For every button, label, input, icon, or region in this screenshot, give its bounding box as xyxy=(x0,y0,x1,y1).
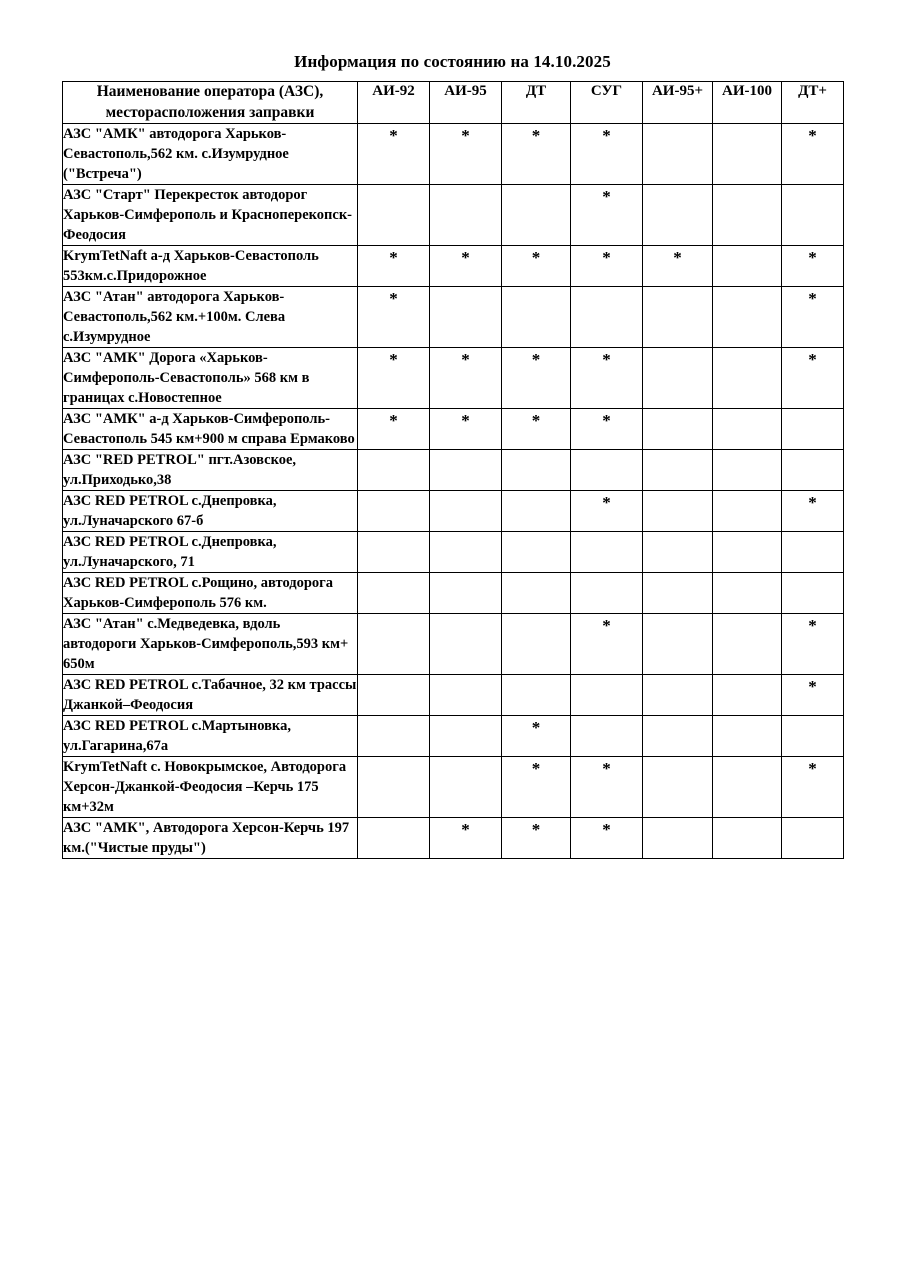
fuel-availability-cell xyxy=(502,287,571,348)
fuel-availability-cell xyxy=(502,491,571,532)
fuel-availability-cell xyxy=(571,573,643,614)
table-row xyxy=(63,716,844,757)
fuel-availability-cell xyxy=(782,287,844,348)
fuel-availability-cell xyxy=(782,818,844,859)
availability-mark: * xyxy=(531,718,541,738)
fuel-availability-cell xyxy=(571,246,643,287)
table-header xyxy=(63,82,844,124)
fuel-availability-cell xyxy=(782,573,844,614)
fuel-availability-cell xyxy=(502,450,571,491)
fuel-availability-cell xyxy=(643,185,713,246)
station-name-cell: АЗС RED PETROL с.Днепровка, ул.Луначарского, 71 xyxy=(63,532,358,573)
fuel-availability-cell xyxy=(358,246,430,287)
fuel-availability-cell xyxy=(502,409,571,450)
fuel-availability-cell xyxy=(643,675,713,716)
availability-mark: * xyxy=(461,411,470,431)
availability-mark: * xyxy=(389,411,398,431)
fuel-availability-cell xyxy=(430,614,502,675)
column-header-fuel-4: АИ-95+ xyxy=(643,82,713,124)
fuel-availability-cell xyxy=(430,348,502,409)
fuel-availability-cell xyxy=(713,573,782,614)
availability-mark: * xyxy=(602,759,611,779)
fuel-availability-cell xyxy=(358,818,430,859)
table-row xyxy=(63,348,844,409)
fuel-availability-cell xyxy=(713,246,782,287)
station-name-cell: АЗС "RED PETROL" пгт.Азовское, ул.Приходько,38 xyxy=(63,450,358,491)
table-row xyxy=(63,757,844,818)
fuel-availability-cell xyxy=(571,818,643,859)
station-name-cell: KrymTetNaft с. Новокрымское, Автодорога Херсон-Джанкой-Феодосия –Керчь 175 км+32м xyxy=(63,757,358,818)
fuel-availability-cell xyxy=(571,491,643,532)
fuel-availability-cell xyxy=(782,124,844,185)
station-name-cell: АЗС "Атан" автодорога Харьков-Севастополь,562 км.+100м. Слева с.Изумрудное xyxy=(63,287,358,348)
availability-mark: * xyxy=(531,126,541,146)
column-header-name: Наименование оператора (АЗС), месторасположения заправки xyxy=(63,82,358,124)
fuel-availability-cell xyxy=(713,348,782,409)
availability-mark: * xyxy=(808,616,817,636)
availability-mark: * xyxy=(602,820,611,840)
availability-mark: * xyxy=(602,187,611,207)
table-row xyxy=(63,124,844,185)
availability-mark: * xyxy=(461,126,470,146)
fuel-availability-cell xyxy=(502,757,571,818)
availability-mark: * xyxy=(602,493,611,513)
fuel-availability-cell xyxy=(358,409,430,450)
fuel-availability-cell xyxy=(782,348,844,409)
fuel-availability-cell xyxy=(502,532,571,573)
availability-mark: * xyxy=(531,411,541,431)
column-header-fuel-5: АИ-100 xyxy=(713,82,782,124)
availability-mark: * xyxy=(808,493,817,513)
fuel-availability-cell xyxy=(713,409,782,450)
table-row xyxy=(63,818,844,859)
fuel-availability-cell xyxy=(430,124,502,185)
fuel-availability-cell xyxy=(571,614,643,675)
table-row xyxy=(63,246,844,287)
availability-mark: * xyxy=(531,248,541,268)
table-body xyxy=(63,124,844,859)
availability-mark: * xyxy=(389,248,398,268)
fuel-availability-cell xyxy=(782,409,844,450)
column-header-fuel-1: АИ-95 xyxy=(430,82,502,124)
table-row xyxy=(63,491,844,532)
fuel-availability-cell xyxy=(358,614,430,675)
fuel-availability-cell xyxy=(713,757,782,818)
fuel-availability-cell xyxy=(430,185,502,246)
station-name-cell: АЗС RED PETROL с.Днепровка, ул.Луначарского 67-б xyxy=(63,491,358,532)
fuel-availability-cell xyxy=(430,675,502,716)
fuel-availability-cell xyxy=(358,573,430,614)
fuel-availability-cell xyxy=(358,450,430,491)
fuel-availability-cell xyxy=(782,450,844,491)
table-row xyxy=(63,532,844,573)
fuel-availability-table xyxy=(62,81,844,859)
fuel-availability-cell xyxy=(502,124,571,185)
fuel-availability-cell xyxy=(713,532,782,573)
fuel-availability-cell xyxy=(502,246,571,287)
availability-mark: * xyxy=(531,350,541,370)
fuel-availability-cell xyxy=(782,757,844,818)
table-row xyxy=(63,573,844,614)
fuel-availability-cell xyxy=(358,124,430,185)
fuel-availability-cell xyxy=(782,614,844,675)
column-header-fuel-2: ДТ xyxy=(502,82,571,124)
station-name-cell: АЗС "АМК", Автодорога Херсон-Керчь 197 км.("Чистые пруды") xyxy=(63,818,358,859)
fuel-availability-cell xyxy=(358,348,430,409)
fuel-availability-cell xyxy=(430,287,502,348)
fuel-availability-cell xyxy=(643,287,713,348)
table-header-row xyxy=(63,82,844,124)
fuel-availability-cell xyxy=(713,450,782,491)
station-name-cell: АЗС RED PETROL с.Табачное, 32 км трассы Джанкой–Феодосия xyxy=(63,675,358,716)
fuel-availability-cell xyxy=(643,246,713,287)
fuel-availability-cell xyxy=(713,818,782,859)
fuel-availability-cell xyxy=(643,614,713,675)
availability-mark: * xyxy=(602,126,611,146)
availability-mark: * xyxy=(602,350,611,370)
availability-mark: * xyxy=(602,616,611,636)
fuel-availability-cell xyxy=(358,757,430,818)
fuel-availability-cell xyxy=(782,532,844,573)
fuel-availability-cell xyxy=(502,614,571,675)
fuel-availability-cell xyxy=(782,491,844,532)
fuel-availability-cell xyxy=(571,716,643,757)
fuel-availability-cell xyxy=(713,614,782,675)
fuel-availability-cell xyxy=(358,675,430,716)
table-row xyxy=(63,287,844,348)
availability-mark: * xyxy=(461,350,470,370)
fuel-availability-cell xyxy=(502,573,571,614)
availability-mark: * xyxy=(808,350,817,370)
station-name-cell: АЗС "АМК" автодорога Харьков-Севастополь,562 км. с.Изумрудное ("Встреча") xyxy=(63,124,358,185)
fuel-availability-cell xyxy=(571,348,643,409)
fuel-availability-cell xyxy=(782,716,844,757)
station-name-cell: АЗС "Атан" с.Медведевка, вдоль автодороги Харьков-Симферополь,593 км+ 650м xyxy=(63,614,358,675)
fuel-availability-cell xyxy=(643,573,713,614)
page-title: Информация по состоянию на 14.10.2025 xyxy=(294,52,611,71)
fuel-availability-cell xyxy=(713,287,782,348)
fuel-availability-cell xyxy=(643,348,713,409)
availability-mark: * xyxy=(461,248,470,268)
fuel-availability-cell xyxy=(643,532,713,573)
fuel-availability-cell xyxy=(713,716,782,757)
fuel-availability-cell xyxy=(571,287,643,348)
fuel-availability-cell xyxy=(571,185,643,246)
station-name-cell: KrymTetNaft а-д Харьков-Севастополь 553км.с.Придорожное xyxy=(63,246,358,287)
fuel-availability-cell xyxy=(502,675,571,716)
fuel-availability-cell xyxy=(430,573,502,614)
availability-mark: * xyxy=(531,759,541,779)
fuel-availability-cell xyxy=(430,532,502,573)
fuel-availability-cell xyxy=(571,675,643,716)
availability-mark: * xyxy=(808,677,817,697)
fuel-availability-cell xyxy=(430,409,502,450)
column-header-fuel-6: ДТ+ xyxy=(782,82,844,124)
availability-mark: * xyxy=(602,411,611,431)
fuel-availability-cell xyxy=(502,185,571,246)
availability-mark: * xyxy=(808,759,817,779)
availability-mark: * xyxy=(531,820,541,840)
fuel-availability-cell xyxy=(571,409,643,450)
fuel-availability-cell xyxy=(430,716,502,757)
fuel-availability-cell xyxy=(571,450,643,491)
fuel-availability-cell xyxy=(430,757,502,818)
availability-mark: * xyxy=(389,289,398,309)
fuel-availability-cell xyxy=(782,246,844,287)
availability-mark: * xyxy=(673,248,682,268)
table-row xyxy=(63,450,844,491)
fuel-availability-cell xyxy=(358,185,430,246)
fuel-availability-cell xyxy=(358,716,430,757)
fuel-availability-cell xyxy=(502,716,571,757)
fuel-availability-cell xyxy=(643,757,713,818)
fuel-availability-cell xyxy=(643,450,713,491)
availability-mark: * xyxy=(808,126,817,146)
fuel-availability-cell xyxy=(643,491,713,532)
fuel-availability-cell xyxy=(713,675,782,716)
fuel-availability-cell xyxy=(571,532,643,573)
fuel-availability-cell xyxy=(713,491,782,532)
fuel-availability-cell xyxy=(430,491,502,532)
availability-mark: * xyxy=(461,820,470,840)
column-header-fuel-3: СУГ xyxy=(571,82,643,124)
table-row xyxy=(63,614,844,675)
fuel-availability-cell xyxy=(502,818,571,859)
fuel-availability-cell xyxy=(502,348,571,409)
fuel-availability-cell xyxy=(430,450,502,491)
availability-mark: * xyxy=(602,248,611,268)
fuel-availability-cell xyxy=(643,818,713,859)
fuel-availability-cell xyxy=(643,124,713,185)
availability-mark: * xyxy=(808,248,817,268)
fuel-availability-cell xyxy=(358,532,430,573)
column-header-fuel-0: АИ-92 xyxy=(358,82,430,124)
fuel-availability-cell xyxy=(358,287,430,348)
table-row xyxy=(63,675,844,716)
fuel-availability-cell xyxy=(571,124,643,185)
fuel-availability-cell xyxy=(713,124,782,185)
table-row xyxy=(63,409,844,450)
fuel-availability-cell xyxy=(571,757,643,818)
availability-mark: * xyxy=(389,126,398,146)
fuel-availability-cell xyxy=(643,716,713,757)
availability-mark: * xyxy=(808,289,817,309)
fuel-availability-cell xyxy=(713,185,782,246)
fuel-availability-cell xyxy=(643,409,713,450)
fuel-availability-cell xyxy=(782,675,844,716)
fuel-availability-cell xyxy=(430,818,502,859)
fuel-availability-cell xyxy=(782,185,844,246)
availability-mark: * xyxy=(389,350,398,370)
station-name-cell: АЗС "Старт" Перекресток автодорог Харьков-Симферополь и Красноперекопск-Феодосия xyxy=(63,185,358,246)
station-name-cell: АЗС RED PETROL с.Рощино, автодорога Харьков-Симферополь 576 км. xyxy=(63,573,358,614)
station-name-cell: АЗС RED PETROL с.Мартыновка, ул.Гагарина,67а xyxy=(63,716,358,757)
table-row xyxy=(63,185,844,246)
fuel-availability-cell xyxy=(430,246,502,287)
fuel-availability-cell xyxy=(358,491,430,532)
station-name-cell: АЗС "АМК" Дорога «Харьков-Симферополь-Севастополь» 568 км в границах с.Новостепное xyxy=(63,348,358,409)
station-name-cell: АЗС "АМК" а-д Харьков-Симферополь-Севастополь 545 км+900 м справа Ермаково xyxy=(63,409,358,450)
